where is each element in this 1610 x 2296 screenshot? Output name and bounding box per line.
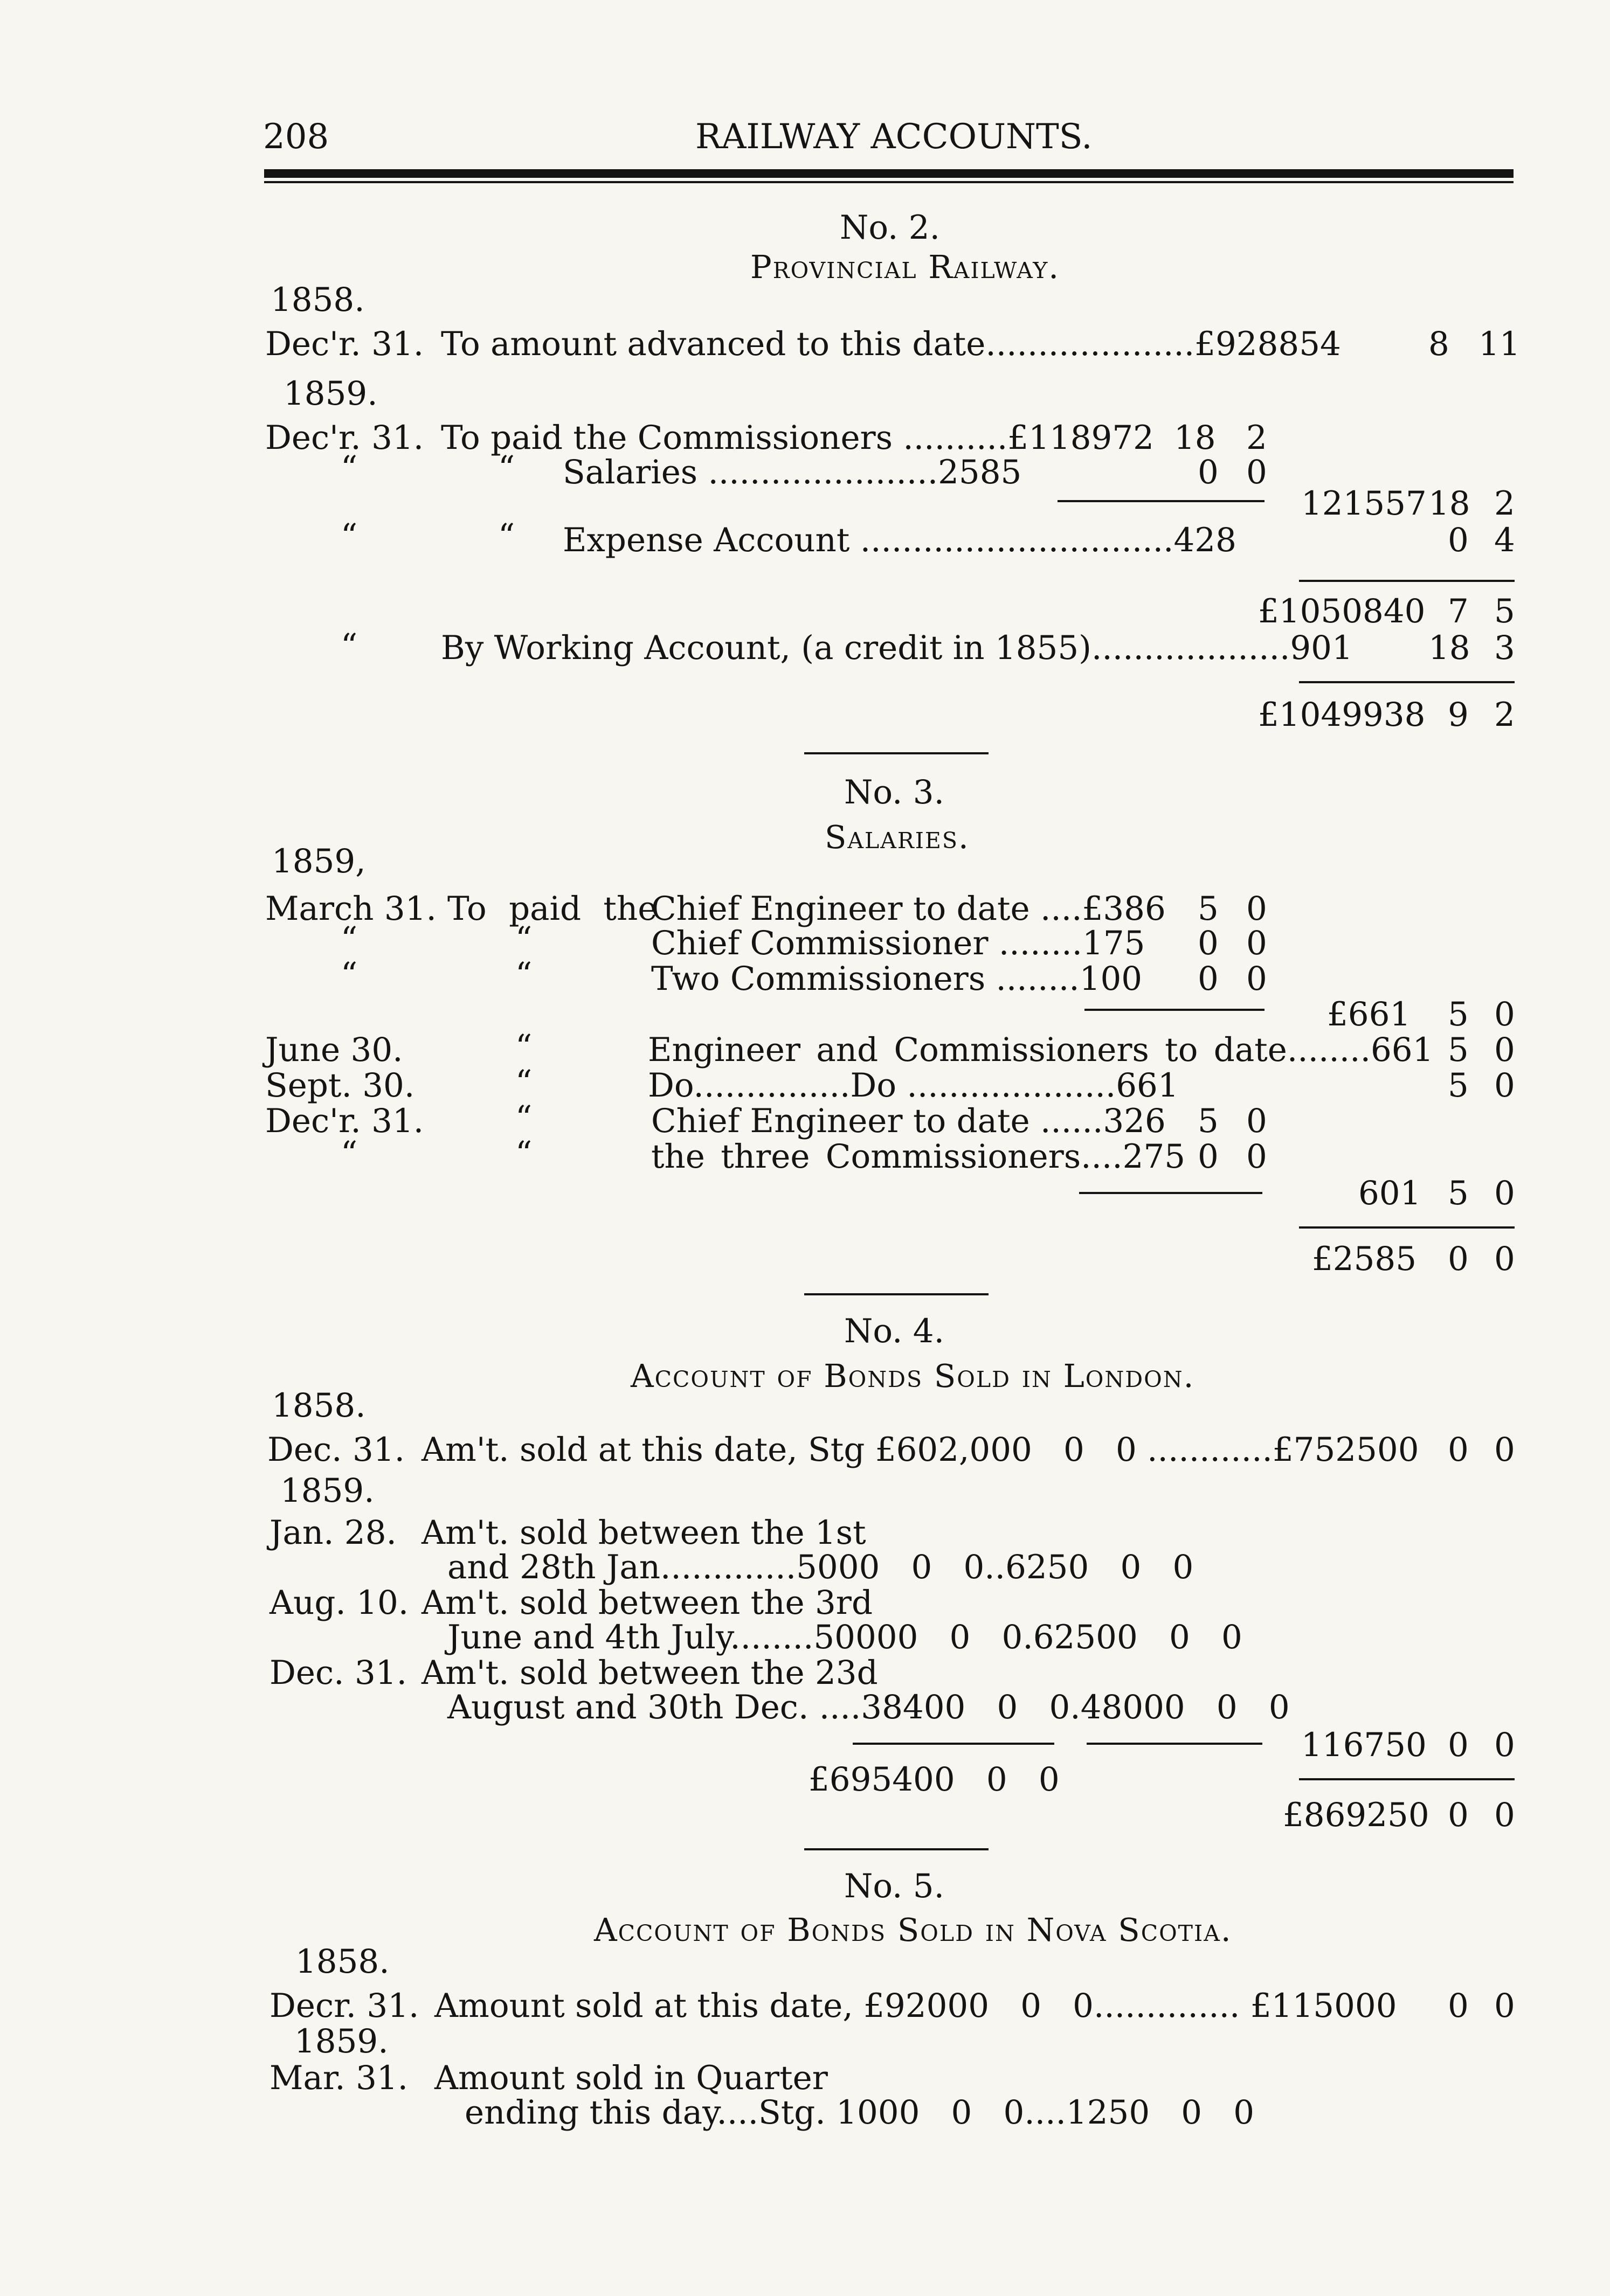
shillings: 5 bbox=[1448, 995, 1469, 1033]
shillings: 0 bbox=[1198, 1137, 1219, 1176]
shillings: 0 bbox=[1198, 960, 1219, 998]
pence: 0 bbox=[1246, 1102, 1267, 1140]
currency-total-rule bbox=[1087, 1743, 1262, 1745]
ditto-mark: “ bbox=[515, 1063, 533, 1101]
subtotal-pounds: £661 bbox=[1327, 995, 1411, 1033]
pence: 0 bbox=[1494, 1987, 1515, 2025]
entry-text: Expense Account ..............................428 bbox=[563, 521, 1236, 559]
pence: 0 bbox=[1494, 995, 1515, 1033]
pence: 0 bbox=[1246, 453, 1267, 491]
shillings: 0 bbox=[1448, 1431, 1469, 1469]
shillings: 0 bbox=[1198, 924, 1219, 962]
pence: 0 bbox=[1494, 1796, 1515, 1834]
entry-text: Am't. sold at this date, Stg £602,000 0 0 ............£752500 bbox=[421, 1431, 1419, 1469]
entry-date: Mar. 31. bbox=[270, 2059, 409, 2097]
subtotal-pounds: 116750 bbox=[1301, 1726, 1427, 1764]
total-pounds: £2585 bbox=[1312, 1240, 1417, 1278]
pence: 0 bbox=[1494, 1031, 1515, 1069]
entry-date: Dec'r. 31. bbox=[265, 1102, 424, 1140]
pence: 4 bbox=[1494, 521, 1515, 559]
running-title: RAILWAY ACCOUNTS. bbox=[695, 117, 1093, 157]
section-title: Provincial Railway. bbox=[750, 248, 1060, 286]
shillings: 5 bbox=[1198, 890, 1219, 928]
section-divider bbox=[804, 1293, 989, 1295]
total-pounds: £1049938 bbox=[1258, 696, 1426, 734]
entry-text-continued: ending this day....Stg. 1000 0 0....1250 0 0 bbox=[465, 2093, 1255, 2132]
shillings: 5 bbox=[1448, 1174, 1469, 1212]
section-number: No. 5. bbox=[844, 1867, 945, 1905]
year-label: 1859. bbox=[284, 374, 378, 413]
pence: 2 bbox=[1494, 696, 1515, 734]
header-thick-rule bbox=[264, 169, 1514, 178]
stg-total: £695400 0 0 bbox=[809, 1760, 1060, 1799]
entry-date: Dec'r. 31. bbox=[265, 419, 424, 457]
ditto-mark: “ bbox=[498, 449, 515, 487]
entry-date: Jan. 28. bbox=[270, 1514, 397, 1552]
section-number: No. 4. bbox=[844, 1312, 945, 1350]
entry-prefix: To paid the bbox=[447, 890, 658, 928]
entry-text: Am't. sold between the 23d bbox=[421, 1654, 878, 1692]
pence: 0 bbox=[1246, 924, 1267, 962]
shillings: 0 bbox=[1448, 1726, 1469, 1764]
ditto-mark: “ bbox=[341, 627, 358, 665]
shillings: 7 bbox=[1448, 592, 1469, 630]
entry-text: Amount sold in Quarter bbox=[434, 2059, 828, 2097]
ditto-mark: “ bbox=[515, 955, 533, 994]
pence: 0 bbox=[1494, 1174, 1515, 1212]
entry-date: March 31. bbox=[265, 890, 437, 928]
entry-text: Am't. sold between the 1st bbox=[421, 1514, 866, 1552]
section-title: Account of Bonds Sold in London. bbox=[631, 1357, 1195, 1395]
section-divider bbox=[804, 752, 989, 754]
entry-text: Chief Engineer to date ......326 bbox=[651, 1102, 1166, 1140]
shillings: 0 bbox=[1448, 1240, 1469, 1278]
entry-text: Amount sold at this date, £92000 0 0.............. £115000 bbox=[434, 1987, 1397, 2025]
subtotal-pounds: 601 bbox=[1358, 1174, 1421, 1212]
pence: 0 bbox=[1494, 1066, 1515, 1105]
entry-text-continued: and 28th Jan.............5000 0 0..6250 0 0 bbox=[447, 1548, 1194, 1586]
entry-text: Chief Commissioner ........175 bbox=[651, 924, 1145, 962]
entry-text: To amount advanced to this date....................£928854 bbox=[441, 325, 1341, 363]
pence: 0 bbox=[1246, 960, 1267, 998]
entry-date: Dec. 31. bbox=[267, 1431, 405, 1469]
total-rule bbox=[1299, 1226, 1515, 1229]
entry-text: Do...............Do ....................661 bbox=[648, 1066, 1179, 1105]
entry-text: Am't. sold between the 3rd bbox=[421, 1584, 873, 1622]
ditto-mark: “ bbox=[341, 955, 358, 994]
entry-text: Engineer and Commissioners to date........661 bbox=[648, 1031, 1434, 1069]
ditto-mark: “ bbox=[341, 449, 358, 487]
year-label: 1859. bbox=[280, 1472, 375, 1510]
year-label: 1858. bbox=[272, 1386, 366, 1425]
total-rule bbox=[1299, 580, 1515, 582]
pence: 3 bbox=[1494, 629, 1515, 667]
shillings: 5 bbox=[1448, 1066, 1469, 1105]
section-title: Account of Bonds Sold in Nova Scotia. bbox=[594, 1911, 1232, 1948]
shillings: 0 bbox=[1448, 1796, 1469, 1834]
ditto-mark: “ bbox=[515, 1134, 533, 1173]
total-rule bbox=[1299, 1778, 1515, 1780]
year-label: 1859, bbox=[272, 842, 366, 880]
entry-text-continued: August and 30th Dec. ....38400 0 0.48000 0 0 bbox=[447, 1688, 1290, 1726]
entry-date: Dec'r. 31. bbox=[265, 325, 424, 363]
pence: 11 bbox=[1478, 325, 1521, 363]
shillings: 8 bbox=[1428, 325, 1449, 363]
ditto-mark: “ bbox=[498, 517, 515, 555]
pence: 0 bbox=[1494, 1431, 1515, 1469]
shillings: 5 bbox=[1448, 1031, 1469, 1069]
ditto-mark: “ bbox=[341, 517, 358, 555]
ditto-mark: “ bbox=[515, 920, 533, 958]
year-label: 1858. bbox=[271, 281, 365, 319]
pence: 0 bbox=[1494, 1726, 1515, 1764]
section-number: No. 3. bbox=[844, 773, 945, 811]
shillings: 9 bbox=[1448, 696, 1469, 734]
pence: 2 bbox=[1494, 484, 1515, 523]
shillings: 0 bbox=[1448, 1987, 1469, 2025]
shillings: 18 bbox=[1174, 419, 1216, 457]
entry-text: To paid the Commissioners ..........£118972 bbox=[441, 419, 1154, 457]
subtotal-pounds: 121557 bbox=[1301, 484, 1427, 523]
pence: 0 bbox=[1494, 1240, 1515, 1278]
entry-date: June 30. bbox=[265, 1031, 403, 1069]
total-pounds: £1050840 bbox=[1258, 592, 1426, 630]
pence: 2 bbox=[1246, 419, 1267, 457]
shillings: 18 bbox=[1428, 629, 1470, 667]
entry-text: By Working Account, (a credit in 1855)...................901 bbox=[441, 629, 1353, 667]
subtotal-rule bbox=[1079, 1192, 1262, 1194]
section-divider bbox=[804, 1848, 989, 1850]
pence: 0 bbox=[1246, 1137, 1267, 1176]
ditto-mark: “ bbox=[341, 920, 358, 958]
ditto-mark: “ bbox=[515, 1099, 533, 1137]
shillings: 0 bbox=[1198, 453, 1219, 491]
entry-text: the three Commissioners....275 bbox=[651, 1137, 1186, 1176]
shillings: 18 bbox=[1428, 484, 1470, 523]
entry-text: Chief Engineer to date ....£386 bbox=[651, 890, 1166, 928]
header-thin-rule bbox=[264, 181, 1514, 183]
entry-date: Dec. 31. bbox=[270, 1654, 407, 1692]
pence: 0 bbox=[1246, 890, 1267, 928]
total-rule bbox=[1299, 681, 1515, 683]
entry-date: Sept. 30. bbox=[265, 1066, 415, 1105]
ditto-mark: “ bbox=[341, 1134, 358, 1173]
ditto-mark: “ bbox=[515, 1028, 533, 1066]
entry-text: Salaries ......................2585 bbox=[563, 453, 1022, 491]
shillings: 5 bbox=[1198, 1102, 1219, 1140]
section-title: Salaries. bbox=[825, 818, 970, 856]
stg-total-rule bbox=[853, 1743, 1054, 1745]
section-number: No. 2. bbox=[840, 209, 941, 247]
year-label: 1859. bbox=[294, 2022, 389, 2061]
subtotal-rule bbox=[1084, 1009, 1264, 1011]
entry-date: Decr. 31. bbox=[270, 1987, 419, 2025]
shillings: 0 bbox=[1448, 521, 1469, 559]
subtotal-rule bbox=[1058, 500, 1264, 502]
entry-text: Two Commissioners ........100 bbox=[651, 960, 1143, 998]
year-label: 1858. bbox=[295, 1943, 390, 1981]
total-pounds: £869250 bbox=[1283, 1796, 1429, 1834]
entry-date: Aug. 10. bbox=[270, 1584, 409, 1622]
pence: 5 bbox=[1494, 592, 1515, 630]
entry-text-continued: June and 4th July........50000 0 0.62500 0 0 bbox=[447, 1618, 1242, 1656]
page-number: 208 bbox=[263, 117, 329, 157]
